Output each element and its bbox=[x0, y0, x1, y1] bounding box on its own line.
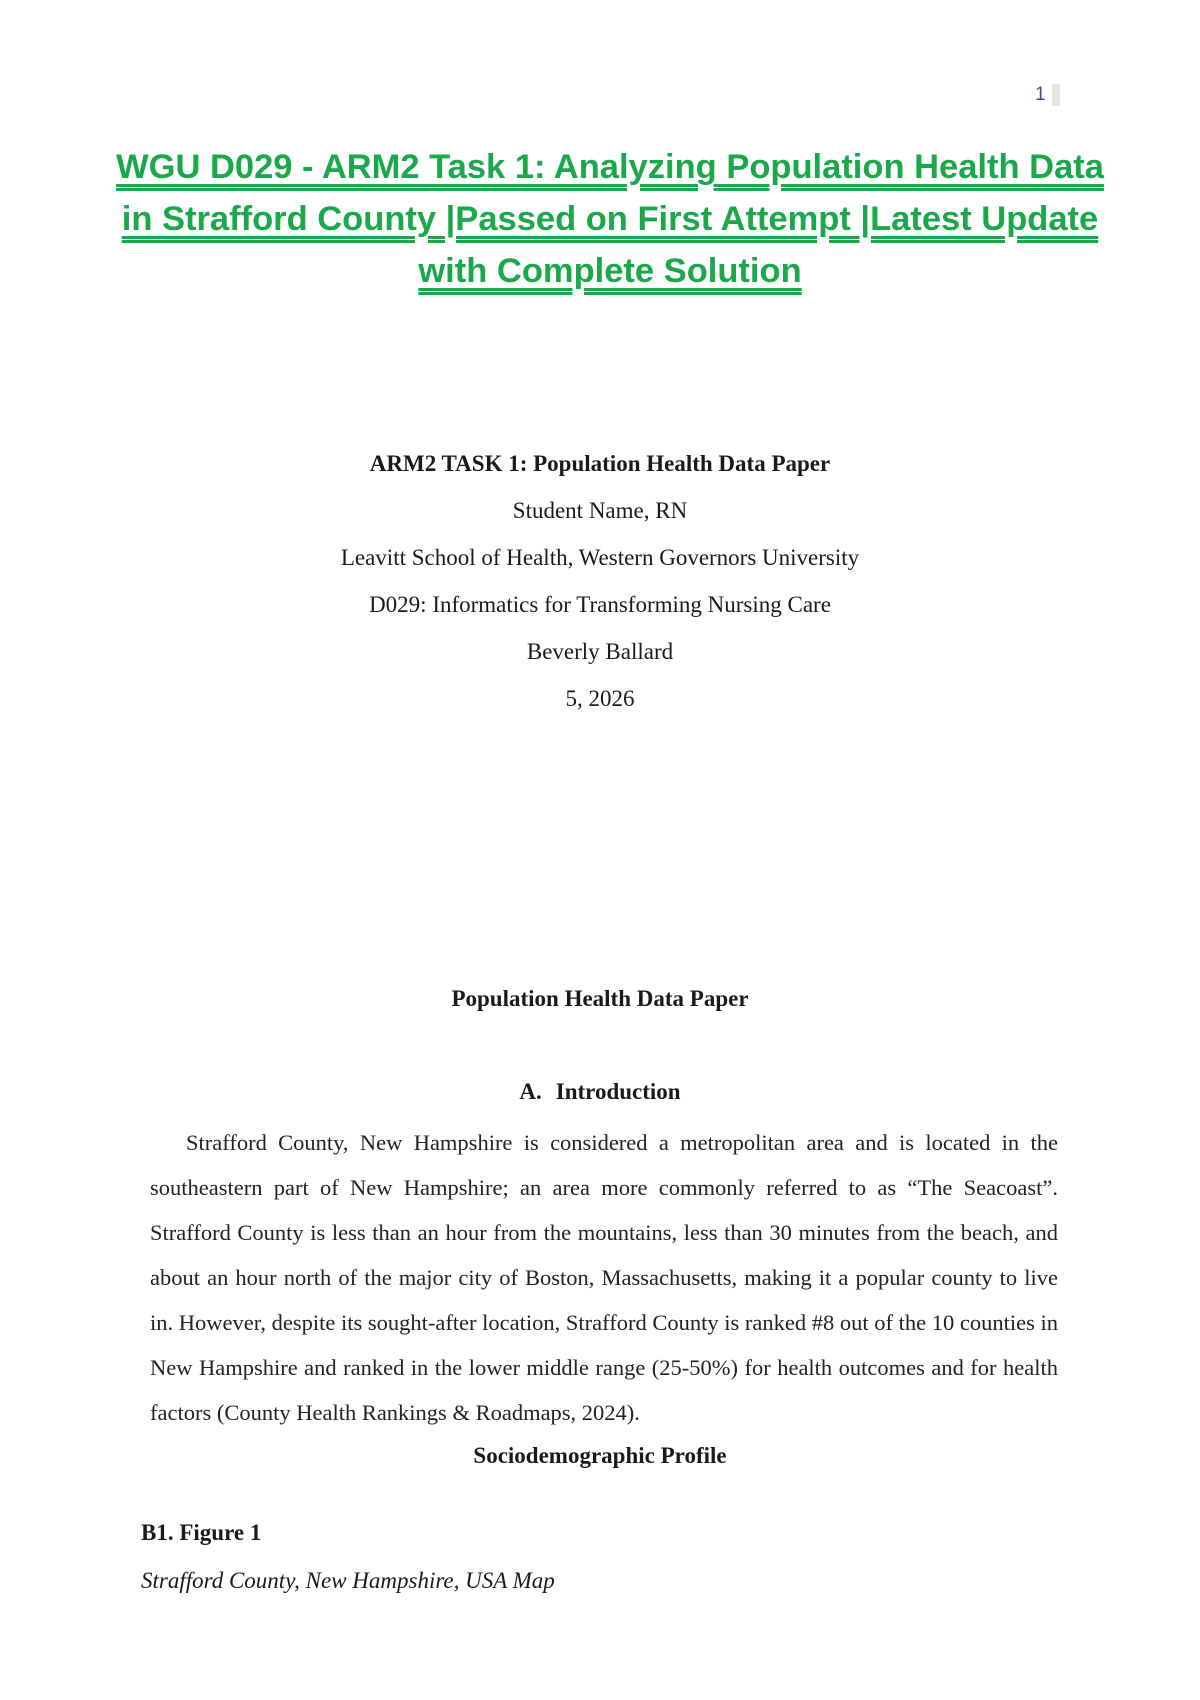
figure-label: B1. Figure 1 bbox=[141, 1520, 262, 1545]
figure-caption: Strafford County, New Hampshire, USA Map bbox=[141, 1568, 555, 1593]
school-name: Leavitt School of Health, Western Governors University bbox=[340, 545, 860, 570]
introduction-heading-text: Introduction bbox=[555, 1079, 681, 1104]
cover-block bbox=[0, 440, 1200, 722]
cover-heading: ARM2 TASK 1: Population Health Data Paper bbox=[369, 451, 831, 476]
document-title: WGU D029 - ARM2 Task 1: Analyzing Population Health Data in Strafford County |Passed on First Attempt |Latest Update with Complete Solution bbox=[116, 148, 1104, 290]
submission-date: 5, 2026 bbox=[565, 686, 635, 711]
introduction-paragraph: Strafford County, New Hampshire is considered a metropolitan area and is located in the southeastern part of New Hampshire; an area more commonly referred to as “The Seacoast”. Strafford County is less than an hour from the mountains, less than 30 minutes from the beach, and about an hour north of the major city of Boston, Massachusetts, making it a popular county to live in. However, despite its sought-after location, Strafford County is ranked #8 out of the 10 counties in New Hampshire and ranked in the lower middle range (25-50%) for health outcomes and for health factors (County Health Rankings & Roadmaps, 2024). bbox=[150, 1130, 1058, 1425]
sociodemographic-heading: Sociodemographic Profile bbox=[473, 1443, 727, 1468]
course-name: D029: Informatics for Transforming Nursing Care bbox=[369, 592, 831, 617]
paper-title: Population Health Data Paper bbox=[451, 986, 749, 1011]
page-number: 1 bbox=[1035, 84, 1060, 106]
introduction-heading bbox=[0, 1079, 1200, 1105]
instructor-name: Beverly Ballard bbox=[526, 639, 674, 664]
student-name: Student Name, RN bbox=[512, 498, 688, 523]
introduction-letter: A. bbox=[519, 1079, 542, 1104]
